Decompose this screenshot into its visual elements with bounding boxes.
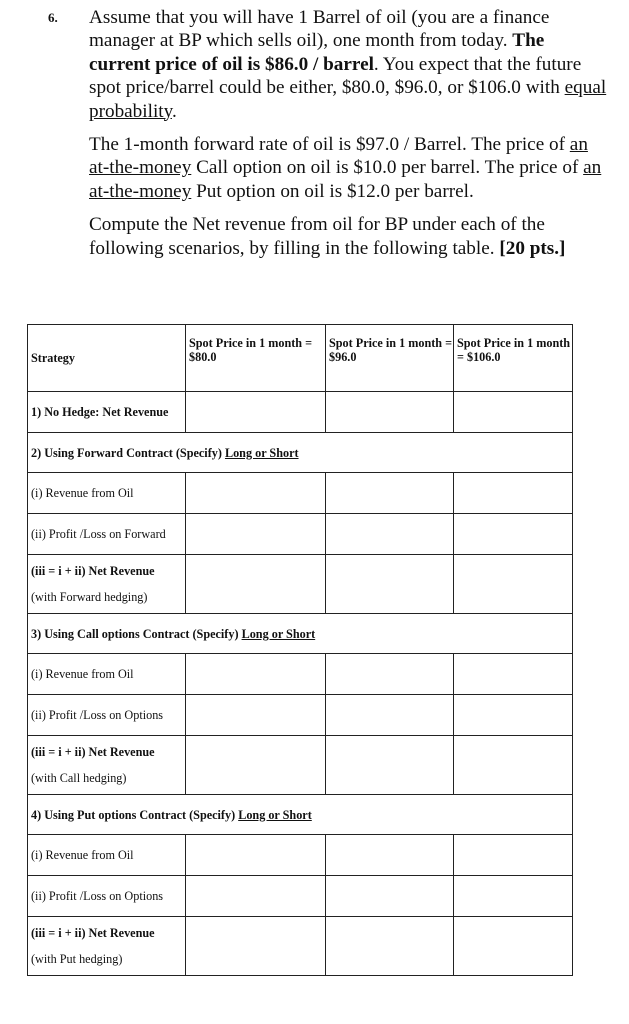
p2-atm-call: an at-the-money <box>89 134 588 179</box>
answer-cell[interactable] <box>186 695 326 736</box>
table-row <box>28 654 573 695</box>
answer-cell[interactable] <box>454 917 573 976</box>
forward-net-bold: (iii = i + ii) Net Revenue <box>31 564 155 578</box>
question-block <box>48 6 608 260</box>
forward-net-label <box>28 555 186 614</box>
answer-cell[interactable] <box>326 736 454 795</box>
answer-cell[interactable] <box>186 917 326 976</box>
p1-current-price: The current price of oil is $86.0 / barrel <box>89 30 545 75</box>
answer-cell[interactable] <box>186 835 326 876</box>
answer-cell[interactable] <box>186 555 326 614</box>
answer-cell[interactable] <box>454 473 573 514</box>
put-net-bold: (iii = i + ii) Net Revenue <box>31 926 155 940</box>
table-row <box>28 473 573 514</box>
section-forward <box>28 433 573 473</box>
p1-equal-probability: equal probability <box>89 77 607 122</box>
put-revenue-label: (i) Revenue from Oil <box>28 835 186 876</box>
p2-part-b: Call option on oil is $10.0 per barrel. The price of <box>191 157 584 179</box>
put-title-text: 4) Using Put options Contract (Specify) <box>31 807 239 822</box>
p3-part-a: Compute the Net revenue from oil for BP under each of the following scenarios, by filling in the following table. <box>89 214 545 259</box>
call-title-text: 3) Using Call options Contract (Specify) <box>31 626 242 641</box>
answer-cell[interactable] <box>186 514 326 555</box>
call-long-or-short: Long or Short <box>241 626 316 641</box>
question-paragraph-1 <box>48 6 608 123</box>
table-row-no-hedge <box>28 392 573 433</box>
question-number: 6. <box>48 10 58 25</box>
put-net-label <box>28 917 186 976</box>
answer-cell[interactable] <box>454 876 573 917</box>
header-spot-106: Spot Price in 1 month = $106.0 <box>454 325 573 392</box>
call-net-label <box>28 736 186 795</box>
header-strategy: Strategy <box>28 325 186 392</box>
table-row <box>28 555 573 614</box>
answer-cell[interactable] <box>186 392 326 433</box>
answer-cell[interactable] <box>454 392 573 433</box>
question-paragraph-2 <box>48 133 608 203</box>
p1-lead: Assume that you will have 1 Barrel of oil (you are a finance manager at BP which sells oil), one month from today. <box>89 7 550 52</box>
p3-points: [20 pts.] <box>499 237 566 259</box>
answer-cell[interactable] <box>326 835 454 876</box>
call-revenue-label: (i) Revenue from Oil <box>28 654 186 695</box>
call-title <box>28 614 573 654</box>
header-spot-80: Spot Price in 1 month = $80.0 <box>186 325 326 392</box>
p1-middle: . You expect that the future spot price/barrel could be either, $80.0, $96.0, or $106.0 with <box>89 53 582 99</box>
p2-atm-put: an at-the-money <box>89 157 602 202</box>
answer-cell[interactable] <box>186 654 326 695</box>
answer-cell[interactable] <box>454 654 573 695</box>
call-profit-label: (ii) Profit /Loss on Options <box>28 695 186 736</box>
forward-revenue-label: (i) Revenue from Oil <box>28 473 186 514</box>
section-call <box>28 614 573 654</box>
forward-title <box>28 433 573 473</box>
answer-cell[interactable] <box>326 876 454 917</box>
put-long-or-short: Long or Short <box>238 807 312 822</box>
table-row <box>28 736 573 795</box>
put-profit-label: (ii) Profit /Loss on Options <box>28 876 186 917</box>
p2-part-a: The 1-month forward rate of oil is $97.0 / Barrel. The price of <box>89 134 570 156</box>
answer-cell[interactable] <box>326 654 454 695</box>
answer-cell[interactable] <box>454 555 573 614</box>
forward-long-or-short: Long or Short <box>224 445 299 460</box>
answer-cell[interactable] <box>454 695 573 736</box>
table-row <box>28 917 573 976</box>
scenario-table <box>27 324 573 976</box>
header-spot-96: Spot Price in 1 month = $96.0 <box>326 325 454 392</box>
answer-cell[interactable] <box>454 736 573 795</box>
table-row <box>28 835 573 876</box>
forward-net-note: (with Forward hedging) <box>31 590 148 604</box>
answer-cell[interactable] <box>186 876 326 917</box>
answer-cell[interactable] <box>326 695 454 736</box>
table-row <box>28 514 573 555</box>
answer-cell[interactable] <box>326 473 454 514</box>
table-row <box>28 876 573 917</box>
answer-cell[interactable] <box>326 514 454 555</box>
answer-cell[interactable] <box>454 835 573 876</box>
call-net-note: (with Call hedging) <box>31 771 127 785</box>
answer-cell[interactable] <box>186 473 326 514</box>
put-net-note: (with Put hedging) <box>31 952 123 966</box>
table-row <box>28 695 573 736</box>
answer-cell[interactable] <box>326 555 454 614</box>
answer-cell[interactable] <box>186 736 326 795</box>
p2-part-c: Put option on oil is $12.0 per barrel. <box>191 180 474 202</box>
question-paragraph-3 <box>48 213 608 260</box>
table-header-row <box>28 325 573 392</box>
section-put <box>28 795 573 835</box>
forward-profit-label: (ii) Profit /Loss on Forward <box>28 514 186 555</box>
answer-cell[interactable] <box>454 514 573 555</box>
p1-end: . <box>171 100 177 122</box>
answer-cell[interactable] <box>326 392 454 433</box>
put-title <box>28 795 573 835</box>
call-net-bold: (iii = i + ii) Net Revenue <box>31 745 155 759</box>
forward-title-text: 2) Using Forward Contract (Specify) <box>31 445 225 460</box>
answer-cell[interactable] <box>326 917 454 976</box>
no-hedge-label: 1) No Hedge: Net Revenue <box>28 392 186 433</box>
